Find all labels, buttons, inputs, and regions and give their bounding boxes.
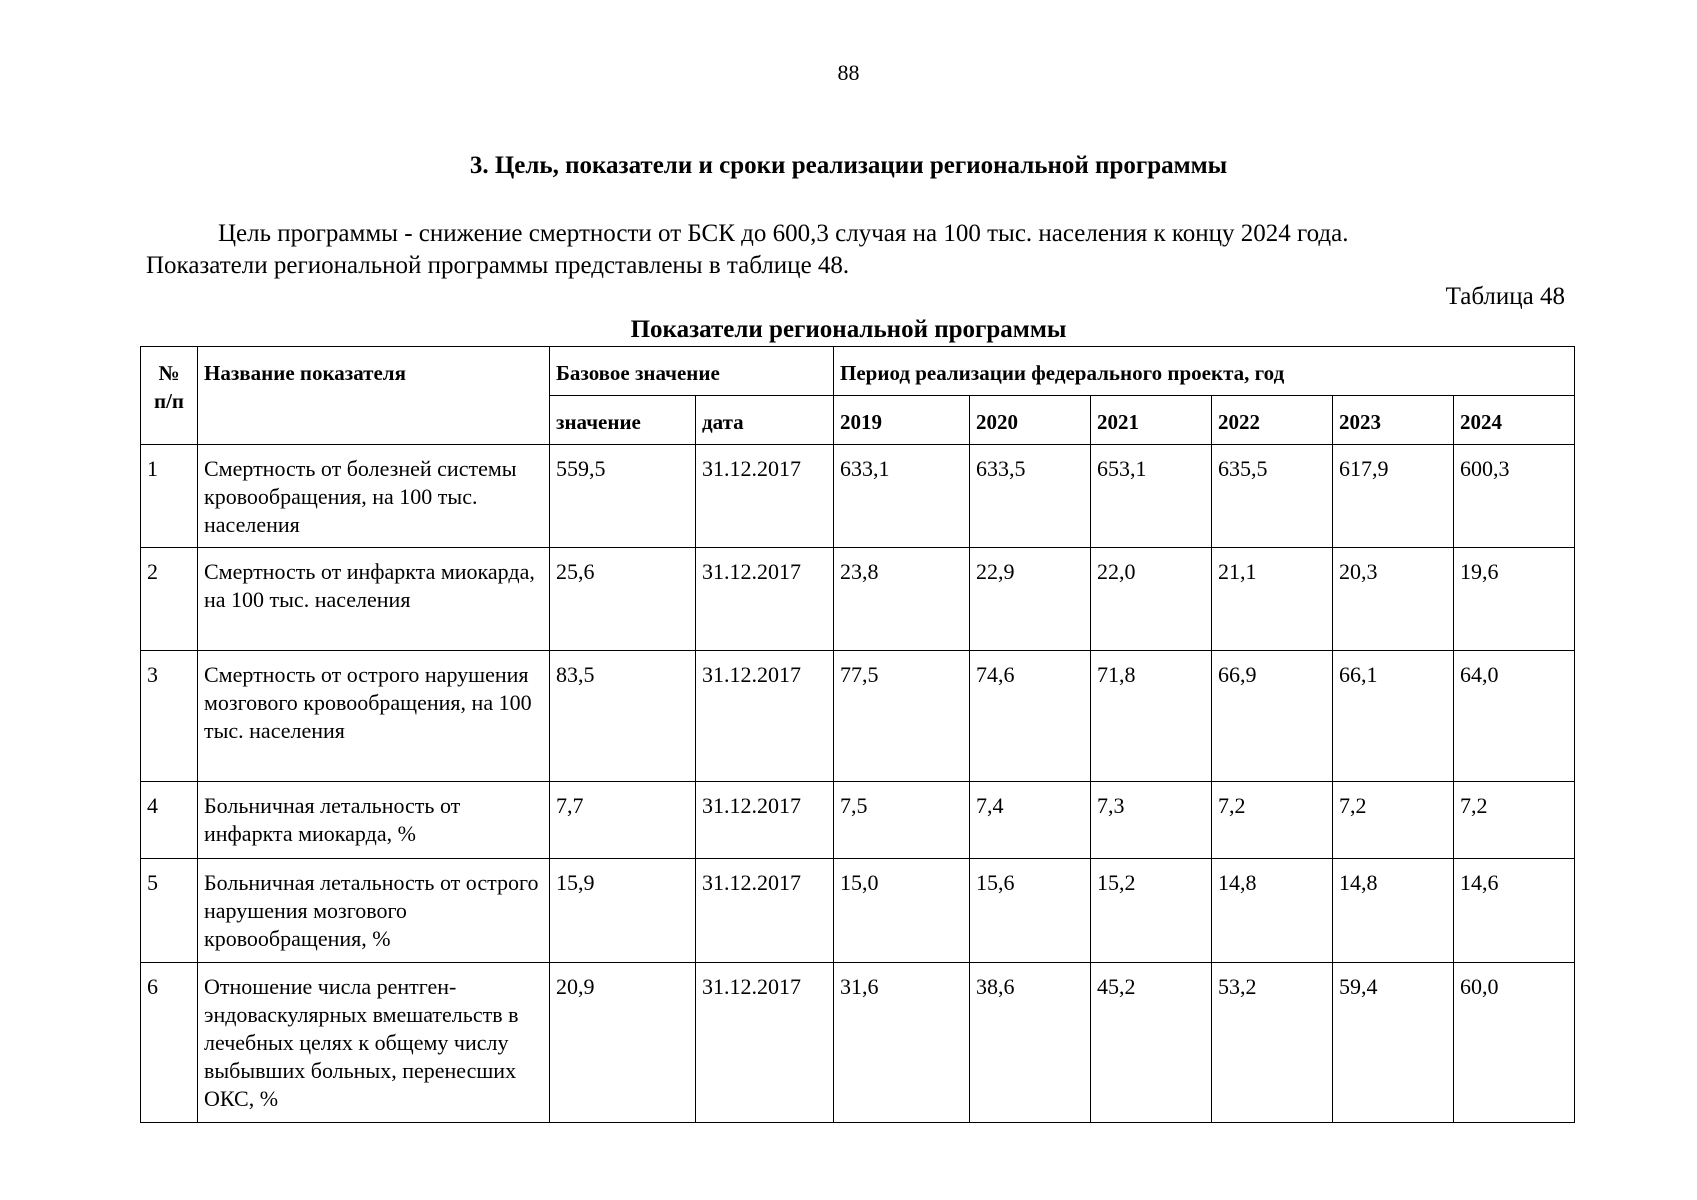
year-value: 74,6 bbox=[970, 651, 1091, 782]
table-row bbox=[141, 859, 1575, 963]
header-base: Базовое значение bbox=[550, 347, 834, 396]
year-value: 617,9 bbox=[1333, 445, 1454, 548]
year-value: 19,6 bbox=[1454, 548, 1575, 651]
table-reference-line: Показатели региональной программы представлены в таблице 48. bbox=[146, 252, 850, 279]
year-value: 64,0 bbox=[1454, 651, 1575, 782]
base-date: 31.12.2017 bbox=[696, 859, 834, 963]
year-value: 66,9 bbox=[1212, 651, 1333, 782]
row-num: 6 bbox=[141, 963, 198, 1123]
year-value: 66,1 bbox=[1333, 651, 1454, 782]
year-value: 22,0 bbox=[1091, 548, 1212, 651]
year-value: 31,6 bbox=[834, 963, 970, 1123]
year-value: 77,5 bbox=[834, 651, 970, 782]
year-value: 71,8 bbox=[1091, 651, 1212, 782]
indicator-name: Отношение числа рентген-эндоваскулярных вмешательств в лечебных целях к общему числу выбывших больных, перенесших ОКС, % bbox=[198, 963, 550, 1123]
table-row bbox=[141, 548, 1575, 651]
table-row bbox=[141, 651, 1575, 782]
table-row bbox=[141, 782, 1575, 859]
year-value: 15,0 bbox=[834, 859, 970, 963]
year-value: 7,3 bbox=[1091, 782, 1212, 859]
goal-line: Цель программы - снижение смертности от БСК до 600,3 случая на 100 тыс. населения к концу 2024 года. bbox=[218, 220, 1349, 247]
header-year: 2023 bbox=[1333, 396, 1454, 445]
year-value: 653,1 bbox=[1091, 445, 1212, 548]
indicator-name: Смертность от болезней системы кровообращения, на 100 тыс. населения bbox=[198, 445, 550, 548]
base-value: 15,9 bbox=[550, 859, 696, 963]
indicator-name: Больничная летальность от острого нарушения мозгового кровообращения, % bbox=[198, 859, 550, 963]
year-value: 15,6 bbox=[970, 859, 1091, 963]
indicator-name: Больничная летальность от инфаркта миокарда, % bbox=[198, 782, 550, 859]
year-value: 45,2 bbox=[1091, 963, 1212, 1123]
row-num: 1 bbox=[141, 445, 198, 548]
row-num: 2 bbox=[141, 548, 198, 651]
header-year: 2020 bbox=[970, 396, 1091, 445]
header-period: Период реализации федерального проекта, год bbox=[834, 347, 1575, 396]
year-value: 15,2 bbox=[1091, 859, 1212, 963]
year-value: 635,5 bbox=[1212, 445, 1333, 548]
header-value: значение bbox=[550, 396, 696, 445]
base-date: 31.12.2017 bbox=[696, 445, 834, 548]
year-value: 60,0 bbox=[1454, 963, 1575, 1123]
row-num: 5 bbox=[141, 859, 198, 963]
table-number: Таблица 48 bbox=[1445, 283, 1565, 310]
header-year: 2024 bbox=[1454, 396, 1575, 445]
row-num: 4 bbox=[141, 782, 198, 859]
year-value: 7,2 bbox=[1212, 782, 1333, 859]
year-value: 14,8 bbox=[1212, 859, 1333, 963]
header-year: 2022 bbox=[1212, 396, 1333, 445]
indicator-name: Смертность от инфаркта миокарда, на 100 тыс. населения bbox=[198, 548, 550, 651]
base-value: 83,5 bbox=[550, 651, 696, 782]
base-date: 31.12.2017 bbox=[696, 651, 834, 782]
year-value: 22,9 bbox=[970, 548, 1091, 651]
year-value: 7,5 bbox=[834, 782, 970, 859]
year-value: 53,2 bbox=[1212, 963, 1333, 1123]
indicators-table bbox=[140, 346, 1575, 1123]
base-date: 31.12.2017 bbox=[696, 782, 834, 859]
table-title: Показатели региональной программы bbox=[630, 316, 1067, 343]
header-date: дата bbox=[696, 396, 834, 445]
indicator-name: Смертность от острого нарушения мозгового кровообращения, на 100 тыс. населения bbox=[198, 651, 550, 782]
base-date: 31.12.2017 bbox=[696, 548, 834, 651]
base-value: 7,7 bbox=[550, 782, 696, 859]
page-number: 88 bbox=[837, 60, 860, 85]
year-value: 7,2 bbox=[1454, 782, 1575, 859]
table-row bbox=[141, 445, 1575, 548]
goal-paragraph bbox=[146, 218, 1546, 282]
year-value: 7,2 bbox=[1333, 782, 1454, 859]
year-value: 14,8 bbox=[1333, 859, 1454, 963]
base-value: 20,9 bbox=[550, 963, 696, 1123]
header-row-top bbox=[141, 347, 1575, 396]
row-num: 3 bbox=[141, 651, 198, 782]
base-value: 25,6 bbox=[550, 548, 696, 651]
year-value: 20,3 bbox=[1333, 548, 1454, 651]
year-value: 23,8 bbox=[834, 548, 970, 651]
header-year: 2021 bbox=[1091, 396, 1212, 445]
year-value: 14,6 bbox=[1454, 859, 1575, 963]
year-value: 38,6 bbox=[970, 963, 1091, 1123]
base-date: 31.12.2017 bbox=[696, 963, 834, 1123]
year-value: 21,1 bbox=[1212, 548, 1333, 651]
header-year: 2019 bbox=[834, 396, 970, 445]
year-value: 633,1 bbox=[834, 445, 970, 548]
year-value: 59,4 bbox=[1333, 963, 1454, 1123]
header-num: № п/п bbox=[141, 347, 198, 445]
header-name: Название показателя bbox=[198, 347, 550, 445]
base-value: 559,5 bbox=[550, 445, 696, 548]
year-value: 7,4 bbox=[970, 782, 1091, 859]
section-title: 3. Цель, показатели и сроки реализации региональной программы bbox=[469, 152, 1228, 179]
table-row bbox=[141, 963, 1575, 1123]
year-value: 600,3 bbox=[1454, 445, 1575, 548]
year-value: 633,5 bbox=[970, 445, 1091, 548]
